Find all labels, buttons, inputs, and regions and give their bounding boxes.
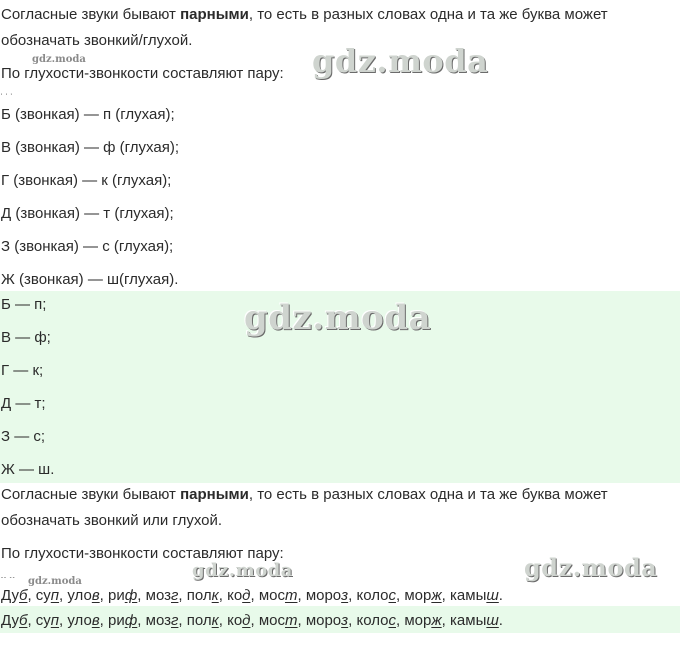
word-separator: ,	[441, 587, 451, 604]
underlined-consonant: д	[242, 612, 251, 629]
word-item	[450, 587, 503, 604]
underlined-consonant: в	[91, 612, 100, 629]
underlined-consonant: ф	[124, 612, 138, 629]
word-stem: Ду	[1, 612, 19, 629]
pair-item: Г (звонкая) — к (глухая);	[1, 172, 172, 189]
word-stem: ко	[227, 612, 243, 629]
word-separator: ,	[27, 612, 36, 629]
word-stem: мор	[404, 612, 432, 629]
underlined-consonant: ш	[486, 587, 499, 604]
watermark: gdz.moda	[192, 560, 293, 581]
word-stem: су	[35, 587, 51, 604]
word-item	[356, 612, 404, 629]
word-separator: ,	[396, 587, 405, 604]
word-stem: коло	[356, 612, 389, 629]
underlined-consonant: з	[341, 612, 349, 629]
underlined-consonant: п	[50, 587, 60, 604]
pair-item: З (звонкая) — с (глухая);	[1, 238, 174, 255]
word-separator: ,	[396, 612, 405, 629]
word-item	[227, 587, 259, 604]
word-list	[1, 586, 503, 606]
word-separator: ,	[137, 612, 146, 629]
underlined-consonant: с	[388, 587, 396, 604]
intro-paragraph-line2: обозначать звонкий/глухой.	[1, 32, 193, 49]
word-separator: ,	[99, 612, 109, 629]
watermark: gdz.moda	[312, 42, 489, 80]
underlined-consonant: в	[91, 587, 100, 604]
underlined-consonant: б	[19, 587, 28, 604]
underlined-consonant: г	[171, 587, 179, 604]
word-separator: ,	[27, 587, 36, 604]
intro-paragraph-line2: обозначать звонкий или глухой.	[1, 512, 223, 529]
word-separator: ,	[250, 587, 259, 604]
word-item	[1, 612, 36, 629]
word-item	[146, 612, 187, 629]
word-item	[306, 612, 357, 629]
word-separator: ,	[178, 587, 187, 604]
pairs-heading: По глухости-звонкости составляют пару:	[1, 545, 284, 562]
word-separator: ,	[250, 612, 259, 629]
word-stem: пол	[186, 612, 212, 629]
clipped-glyph-fragment: -- --	[1, 575, 16, 581]
word-stem: коло	[356, 587, 389, 604]
word-stem: уло	[67, 612, 92, 629]
word-stem: мос	[258, 587, 285, 604]
underlined-consonant: ш	[486, 612, 499, 629]
pair-item: В (звонкая) — ф (глухая);	[1, 139, 180, 156]
underlined-consonant: г	[171, 612, 179, 629]
word-item	[404, 612, 450, 629]
word-item	[356, 587, 404, 604]
word-stem: ри	[108, 587, 125, 604]
watermark-small: gdz.moda	[32, 54, 86, 65]
word-separator: ,	[137, 587, 146, 604]
word-separator: ,	[441, 612, 451, 629]
word-separator: ,	[297, 612, 306, 629]
clipped-glyph-fragment: ' ' '	[1, 94, 13, 100]
word-stem: мор	[404, 587, 432, 604]
word-stem: камы	[450, 587, 487, 604]
watermark-small: gdz.moda	[28, 576, 82, 587]
word-separator: ,	[59, 612, 68, 629]
underlined-consonant: д	[242, 587, 251, 604]
underlined-consonant: б	[19, 612, 28, 629]
short-pair-item: В — ф;	[1, 329, 51, 346]
underlined-consonant: ж	[431, 612, 442, 629]
underlined-consonant: п	[50, 612, 60, 629]
pairs-heading: По глухости-звонкости составляют пару:	[1, 65, 284, 82]
word-stem: уло	[67, 587, 92, 604]
underlined-consonant: ф	[124, 587, 138, 604]
word-stem: моз	[145, 587, 172, 604]
word-item	[108, 612, 146, 629]
word-item	[227, 612, 259, 629]
short-pair-item: Ж — ш.	[1, 461, 55, 478]
word-separator: .	[498, 612, 503, 629]
word-item	[450, 612, 503, 629]
underlined-consonant: с	[388, 612, 396, 629]
word-item	[67, 612, 108, 629]
word-item	[306, 587, 357, 604]
underlined-consonant: к	[211, 612, 219, 629]
underlined-consonant: т	[284, 587, 298, 604]
word-stem: моро	[305, 587, 342, 604]
underlined-consonant: ж	[431, 587, 442, 604]
word-stem: ко	[227, 587, 243, 604]
word-item	[1, 587, 36, 604]
word-stem: мос	[258, 612, 285, 629]
word-item	[404, 587, 450, 604]
word-separator: ,	[59, 587, 68, 604]
underlined-consonant: к	[211, 587, 219, 604]
word-separator: .	[498, 587, 503, 604]
word-separator: ,	[178, 612, 187, 629]
bold-term: парными	[180, 486, 249, 503]
bold-term: парными	[180, 6, 249, 23]
word-item	[36, 587, 68, 604]
word-separator: ,	[348, 612, 357, 629]
word-stem: моро	[305, 612, 342, 629]
pair-item: Ж (звонкая) — ш(глухая).	[1, 271, 179, 288]
watermark: gdz.moda	[244, 298, 432, 338]
word-stem: камы	[450, 612, 487, 629]
word-stem: су	[35, 612, 51, 629]
intro-paragraph-line1: Согласные звуки бывают парными, то есть в разных словах одна и та же буква может	[1, 6, 608, 23]
intro-paragraph-line1: Согласные звуки бывают парными, то есть в разных словах одна и та же буква может	[1, 486, 608, 503]
word-item	[67, 587, 108, 604]
word-item	[259, 612, 306, 629]
pair-item: Д (звонкая) — т (глухая);	[1, 205, 174, 222]
word-separator: ,	[99, 587, 109, 604]
pair-item: Б (звонкая) — п (глухая);	[1, 106, 175, 123]
word-item	[36, 612, 68, 629]
word-separator: ,	[348, 587, 357, 604]
word-separator: ,	[297, 587, 306, 604]
short-pair-item: Г — к;	[1, 362, 44, 379]
word-stem: ри	[108, 612, 125, 629]
word-item	[146, 587, 187, 604]
underlined-consonant: з	[341, 587, 349, 604]
word-item	[108, 587, 146, 604]
word-stem: пол	[186, 587, 212, 604]
word-item	[187, 612, 227, 629]
word-separator: ,	[218, 612, 228, 629]
underlined-consonant: т	[284, 612, 298, 629]
word-stem: моз	[145, 612, 172, 629]
short-pair-item: З — с;	[1, 428, 46, 445]
word-item	[187, 587, 227, 604]
word-list	[1, 611, 503, 631]
watermark: gdz.moda	[524, 553, 658, 582]
word-stem: Ду	[1, 587, 19, 604]
short-pair-item: Д — т;	[1, 395, 46, 412]
word-item	[259, 587, 306, 604]
short-pair-item: Б — п;	[1, 296, 47, 313]
word-separator: ,	[218, 587, 228, 604]
